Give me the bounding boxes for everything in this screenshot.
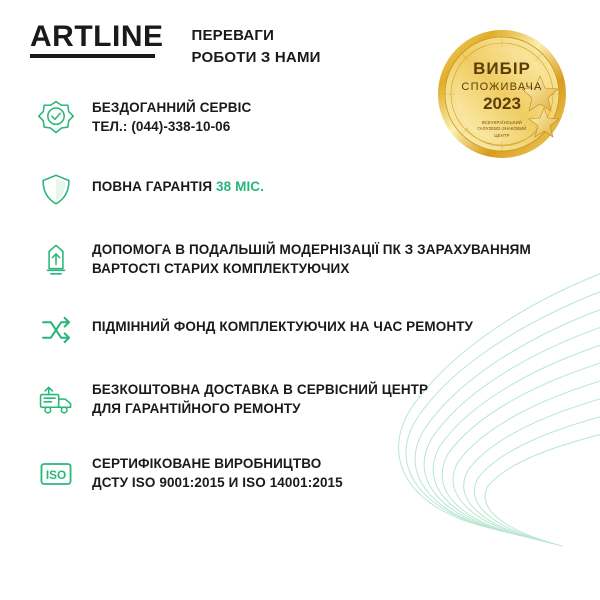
feature-text-service bbox=[92, 96, 251, 136]
award-line2: СПОЖИВАЧА bbox=[461, 81, 543, 93]
feature-item-upgrade bbox=[34, 238, 554, 282]
logo-underline bbox=[30, 54, 155, 58]
feature-text-iso bbox=[92, 452, 343, 492]
award-year: 2023 bbox=[483, 94, 521, 113]
logo-text: ARTLINE bbox=[30, 20, 164, 53]
award-subtext-line2: ГАЛУЗЕВО-ЗНАКОВИЙ bbox=[477, 126, 527, 132]
award-subtext-line3: ЦЕНТР bbox=[494, 132, 510, 138]
feature-delivery-line1: БЕЗКОШТОВНА ДОСТАВКА В СЕРВІСНИЙ ЦЕНТР bbox=[92, 382, 429, 397]
feature-upgrade-line1: ДОПОМОГА В ПОДАЛЬШІЙ МОДЕРНІЗАЦІЇ ПК З ЗАРАХУВАННЯМ bbox=[92, 242, 531, 257]
award-line1: ВИБІР bbox=[473, 59, 531, 78]
feature-service-line1: БЕЗДОГАННИЙ СЕРВІС bbox=[92, 100, 252, 115]
upgrade-arrow-icon bbox=[34, 238, 78, 282]
page-title bbox=[192, 22, 321, 69]
feature-warranty-label: ПОВНА ГАРАНТІЯ bbox=[92, 179, 217, 194]
feature-text-delivery bbox=[92, 378, 428, 418]
page-title-line1: ПЕРЕВАГИ bbox=[191, 27, 275, 44]
feature-upgrade-line2: ВАРТОСТІ СТАРИХ КОМПЛЕКТУЮЧИХ bbox=[92, 261, 350, 277]
svg-text:ISO: ISO bbox=[45, 468, 67, 482]
feature-service-phone: ТЕЛ.: (044)-338-10-06 bbox=[92, 119, 231, 135]
award-badge bbox=[436, 28, 568, 160]
brand-logo bbox=[30, 22, 178, 52]
feature-text-upgrade bbox=[92, 238, 531, 278]
award-subtext-line1: ВСЕУКРАЇНСЬКИЙ bbox=[481, 120, 523, 125]
award-subtext bbox=[459, 120, 545, 139]
check-badge-icon bbox=[34, 96, 78, 140]
delivery-truck-icon bbox=[34, 378, 78, 422]
feature-delivery-line2: ДЛЯ ГАРАНТІЙНОГО РЕМОНТУ bbox=[92, 401, 301, 417]
feature-iso-line2: ДСТУ ISO 9001:2015 И ISO 14001:2015 bbox=[92, 475, 343, 491]
feature-text-replacement-fund: ПІДМІННИЙ ФОНД КОМПЛЕКТУЮЧИХ НА ЧАС РЕМОНТУ bbox=[92, 319, 474, 334]
feature-item-replacement-fund bbox=[34, 308, 554, 352]
page-title-line2: РОБОТИ З НАМИ bbox=[191, 48, 321, 66]
header bbox=[30, 22, 321, 69]
feature-text-warranty bbox=[92, 168, 264, 196]
feature-item-warranty bbox=[34, 168, 554, 212]
feature-item-iso bbox=[34, 452, 554, 496]
award-badge-text bbox=[436, 28, 568, 160]
feature-item-delivery bbox=[34, 378, 554, 422]
feature-iso-line1: СЕРТИФІКОВАНЕ ВИРОБНИЦТВО bbox=[92, 456, 322, 471]
shield-icon bbox=[34, 168, 78, 212]
feature-warranty-value: 38 МІС. bbox=[216, 179, 264, 194]
shuffle-arrows-icon bbox=[34, 308, 78, 352]
iso-icon bbox=[34, 452, 78, 496]
